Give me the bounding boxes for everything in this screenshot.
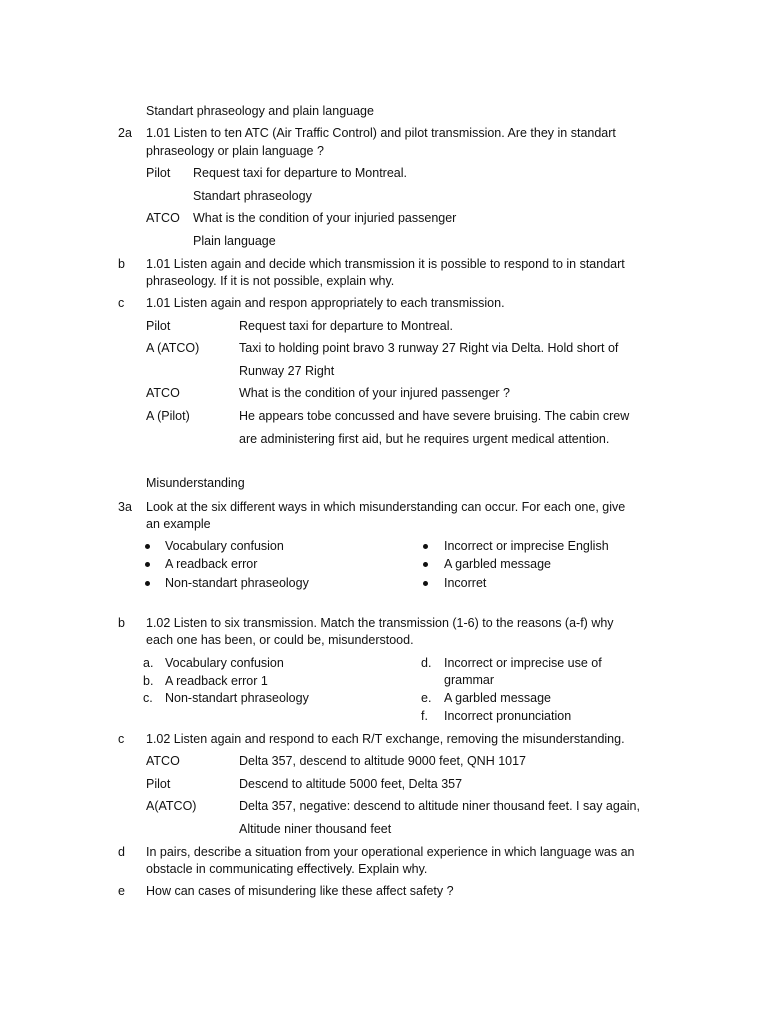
transmission-text: He appears tobe concussed and have severe bruising. The cabin crew [239, 409, 630, 423]
question-text: 1.02 Listen to six transmission. Match the transmission (1-6) to the reasons (a-f) why [146, 616, 614, 630]
speaker-label: Pilot [146, 166, 171, 180]
list-letter: f. [421, 709, 428, 723]
section-title: Standart phraseology and plain language [146, 104, 374, 118]
transmission-text: Delta 357, descend to altitude 9000 feet, QNH 1017 [239, 754, 526, 768]
bullet-icon [145, 581, 150, 586]
bullet-icon [145, 544, 150, 549]
speaker-label: A (ATCO) [146, 341, 200, 355]
transmission-text: Runway 27 Right [239, 364, 335, 378]
list-item: Incorrect or imprecise use of [444, 656, 602, 670]
question-text: phraseology or plain language ? [146, 144, 324, 158]
list-item: Incorret [444, 576, 487, 590]
list-letter: d. [421, 656, 432, 670]
transmission-text: What is the condition of your injured passenger ? [239, 386, 510, 400]
speaker-label: ATCO [146, 211, 180, 225]
list-letter: c. [143, 691, 153, 705]
list-item: Incorrect pronunciation [444, 709, 572, 723]
question-text: an example [146, 517, 211, 531]
list-item: Vocabulary confusion [165, 656, 284, 670]
list-item: A readback error [165, 557, 258, 571]
question-number: b [118, 616, 125, 630]
speaker-label: Pilot [146, 777, 171, 791]
question-text: phraseology. If it is not possible, explain why. [146, 274, 395, 288]
list-item: Non-standart phraseology [165, 691, 309, 705]
question-text: Look at the six different ways in which misunderstanding can occur. For each one, give [146, 500, 626, 514]
bullet-icon [423, 544, 428, 549]
transmission-text: What is the condition of your injuried passenger [193, 211, 457, 225]
example-answer: Standart phraseology [193, 189, 312, 203]
question-text: How can cases of misundering like these affect safety ? [146, 884, 454, 898]
bullet-icon [423, 581, 428, 586]
section-title: Misunderstanding [146, 476, 245, 490]
question-text: 1.01 Listen to ten ATC (Air Traffic Control) and pilot transmission. Are they in standart [146, 126, 616, 140]
example-answer: Plain language [193, 234, 276, 248]
question-number: 3a [118, 500, 132, 514]
question-text: 1.02 Listen again and respond to each R/T exchange, removing the misunderstanding. [146, 732, 625, 746]
question-number: c [118, 296, 125, 310]
list-letter: b. [143, 674, 154, 688]
question-text: 1.01 Listen again and decide which transmission it is possible to respond to in standart [146, 257, 625, 271]
question-text: 1.01 Listen again and respon appropriately to each transmission. [146, 296, 505, 310]
list-letter: a. [143, 656, 154, 670]
question-number: c [118, 732, 125, 746]
question-text: obstacle in communicating effectively. Explain why. [146, 862, 428, 876]
bullet-icon [423, 562, 428, 567]
question-number: d [118, 845, 125, 859]
list-item: A readback error 1 [165, 674, 268, 688]
transmission-text: Request taxi for departure to Montreal. [239, 319, 454, 333]
list-item: Vocabulary confusion [165, 539, 284, 553]
list-item: Non-standart phraseology [165, 576, 309, 590]
transmission-text: Taxi to holding point bravo 3 runway 27 Right via Delta. Hold short of [239, 341, 619, 355]
speaker-label: Pilot [146, 319, 171, 333]
transmission-text: Delta 357, negative: descend to altitude niner thousand feet. I say again, [239, 799, 640, 813]
list-item: A garbled message [444, 691, 552, 705]
question-number: b [118, 257, 125, 271]
question-number: 2a [118, 126, 132, 140]
question-text: each one has been, or could be, misunderstood. [146, 633, 414, 647]
speaker-label: A(ATCO) [146, 799, 197, 813]
question-text: In pairs, describe a situation from your operational experience in which language was an [146, 845, 635, 859]
list-letter: e. [421, 691, 432, 705]
speaker-label: ATCO [146, 386, 180, 400]
question-number: e [118, 884, 125, 898]
transmission-text: Request taxi for departure to Montreal. [193, 166, 408, 180]
bullet-icon [145, 562, 150, 567]
speaker-label: ATCO [146, 754, 180, 768]
transmission-text: Altitude niner thousand feet [239, 822, 392, 836]
list-item: A garbled message [444, 557, 552, 571]
transmission-text: Descend to altitude 5000 feet, Delta 357 [239, 777, 463, 791]
speaker-label: A (Pilot) [146, 409, 190, 423]
transmission-text: are administering first aid, but he requires urgent medical attention. [239, 432, 610, 446]
list-item: grammar [444, 673, 495, 687]
list-item: Incorrect or imprecise English [444, 539, 609, 553]
